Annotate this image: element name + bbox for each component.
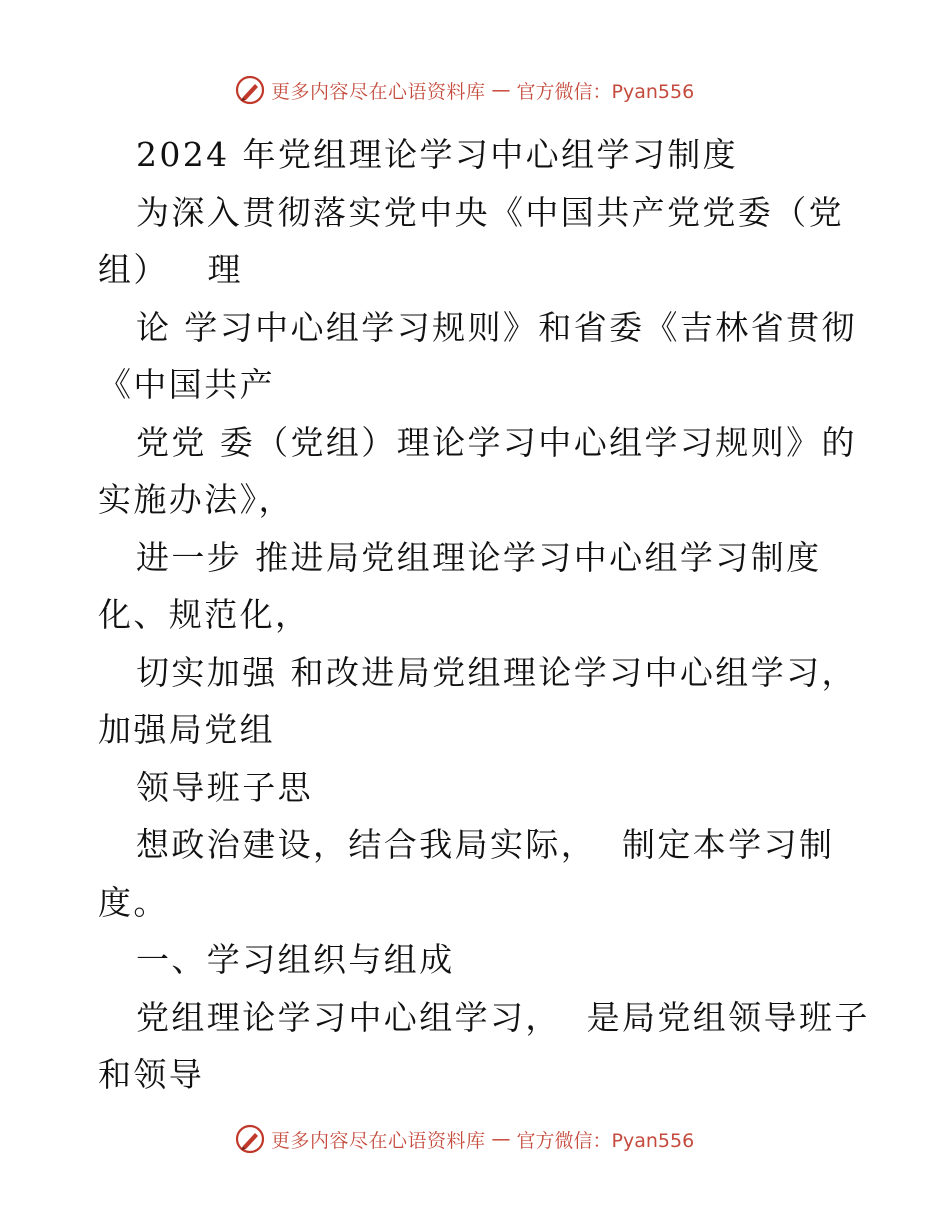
paragraph-line: 加强局党组 (98, 710, 275, 749)
watermark-contact: 官方微信：Pyan556 (516, 80, 695, 103)
pen-logo-icon (235, 1124, 265, 1154)
paragraph-line: 切实加强 和改进局党组理论学习中心组学习， (136, 652, 857, 692)
watermark-text: 更多内容尽在心语资料库 (271, 80, 486, 103)
pen-logo-icon (235, 75, 265, 105)
paragraph-line: 化、规范化， (98, 595, 311, 634)
paragraph-line: 组） 理 (98, 250, 243, 289)
watermark-header (235, 73, 694, 107)
paragraph-line: 度。 (98, 882, 169, 922)
paragraph-line: 实施办法》， (98, 480, 294, 519)
paragraph-line: 党党 委（党组）理论学习中心组学习规则》的 (136, 422, 857, 462)
watermark-footer (235, 1122, 694, 1156)
watermark-separator: — (491, 1128, 511, 1150)
watermark-text: 更多内容尽在心语资料库 (271, 1129, 486, 1152)
paragraph-line: 和领导 (98, 1055, 205, 1094)
section-heading: 一、学习组织与组成 (136, 940, 455, 979)
paragraph-line: 领导班子思 (136, 767, 313, 807)
document-body (98, 126, 870, 1104)
paragraph-line: 《中国共产 (98, 365, 275, 404)
paragraph-line: 党组理论学习中心组学习， 是局党组领导班子 (136, 997, 870, 1037)
paragraph-line: 论 学习中心组学习规则》和省委《吉林省贯彻 (136, 307, 857, 347)
watermark-contact: 官方微信：Pyan556 (516, 1129, 695, 1152)
paragraph-line: 想政治建设，结合我局实际， 制定本学习制 (136, 825, 835, 864)
document-title: 2024 年党组理论学习中心组学习制度 (136, 135, 739, 174)
watermark-separator: — (491, 79, 511, 101)
paragraph-line: 进一步 推进局党组理论学习中心组学习制度 (136, 537, 822, 577)
paragraph-line: 为深入贯彻落实党中央《中国共产党党委（党 (136, 192, 844, 232)
